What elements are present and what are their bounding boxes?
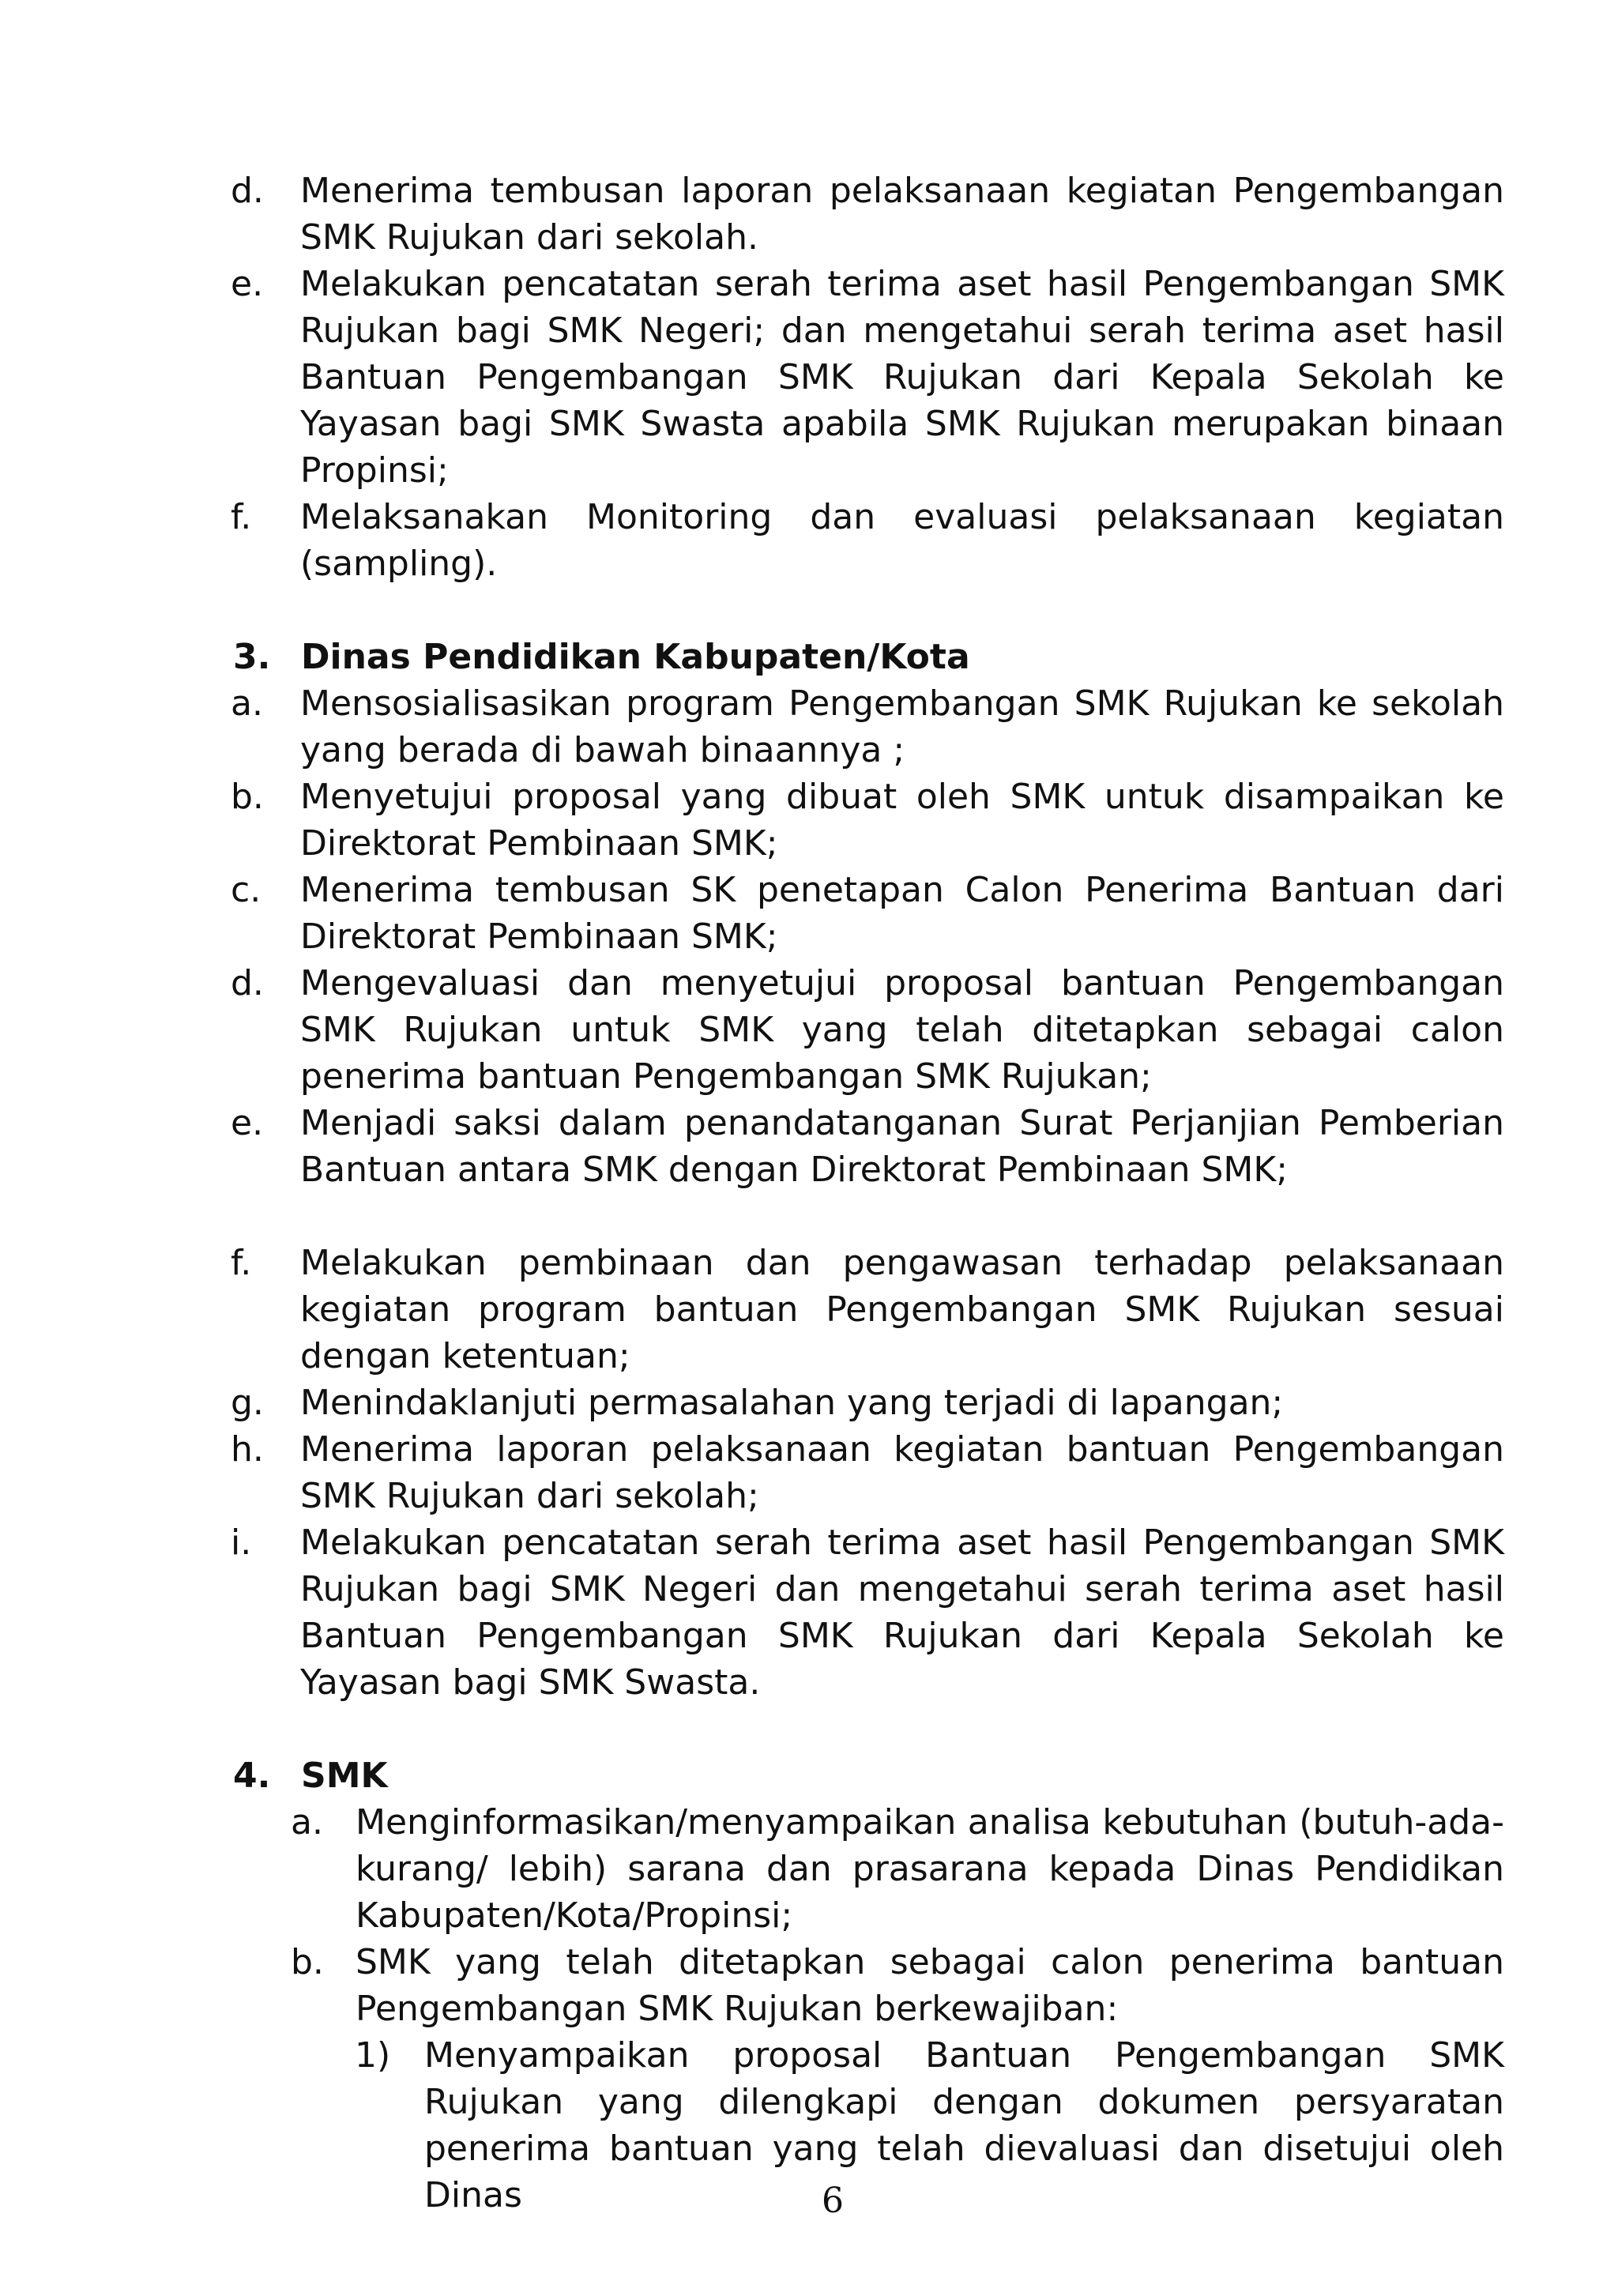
- list-item-text: Melakukan pencatatan serah terima aset hasil Pengembangan SMK Rujukan bagi SMK Negeri; dan mengetahui serah terima aset hasil Bantuan Pengembangan SMK Rujukan dari Kepala Sekolah ke Yayasan bagi SMK Swasta apabila SMK Rujukan merupakan binaan Propinsi;: [300, 264, 1504, 491]
- list-item-label: f.: [231, 497, 252, 537]
- list-item-text: Mensosialisasikan program Pengembangan SMK Rujukan ke sekolah yang berada di bawah binaannya ;: [300, 683, 1504, 770]
- list-item: [231, 1519, 1504, 1706]
- list-item: [231, 867, 1504, 960]
- list-item-label: b.: [231, 777, 264, 817]
- list-item-text: Menerima laporan pelaksanaan kegiatan bantuan Pengembangan SMK Rujukan dari sekolah;: [300, 1429, 1504, 1516]
- list-item: [231, 1240, 1504, 1379]
- list-item-label: f.: [231, 1243, 252, 1283]
- list-item: [231, 261, 1504, 494]
- list-item: [231, 680, 1504, 773]
- list-item-text: Melaksanakan Monitoring dan evaluasi pelaksanaan kegiatan (sampling).: [300, 497, 1504, 584]
- list-item: [291, 1799, 1504, 1939]
- list-item-text: Menerima tembusan laporan pelaksanaan kegiatan Pengembangan SMK Rujukan dari sekolah.: [300, 171, 1504, 258]
- section-heading: [233, 634, 970, 680]
- list-item-text: SMK yang telah ditetapkan sebagai calon penerima bantuan Pengembangan SMK Rujukan berkewajiban:: [356, 1942, 1504, 2029]
- section-number: 3.: [233, 637, 271, 677]
- list-item-label: g.: [231, 1383, 264, 1423]
- list-item: [231, 167, 1504, 261]
- list-item-text: Melakukan pembinaan dan pengawasan terhadap pelaksanaan kegiatan program bantuan Pengembangan SMK Rujukan sesuai dengan ketentuan;: [300, 1243, 1504, 1376]
- list-item-label: c.: [231, 870, 262, 910]
- subitem-label: 1): [355, 2035, 391, 2076]
- list-item: [231, 494, 1504, 587]
- list-item-label: d.: [231, 963, 264, 1003]
- list-item-label: b.: [291, 1942, 324, 1982]
- list-item-text: Menjadi saksi dalam penandatanganan Surat Perjanjian Pemberian Bantuan antara SMK dengan Direktorat Pembinaan SMK;: [300, 1103, 1504, 1190]
- section-title: SMK: [301, 1756, 388, 1796]
- list-item-text: Menerima tembusan SK penetapan Calon Penerima Bantuan dari Direktorat Pembinaan SMK;: [300, 870, 1504, 957]
- list-item-text: Menindaklanjuti permasalahan yang terjadi di lapangan;: [300, 1383, 1284, 1423]
- list-item-label: e.: [231, 1103, 264, 1143]
- subitem-text: Menyampaikan proposal Bantuan Pengembangan SMK Rujukan yang dilengkapi dengan dokumen persyaratan penerima bantuan yang telah dievaluasi dan disetujui oleh Dinas: [424, 2035, 1504, 2215]
- list-item: [291, 1939, 1504, 2032]
- section-heading: [233, 1752, 388, 1799]
- list-item-text: Menginformasikan/menyampaikan analisa kebutuhan (butuh-ada-kurang/ lebih) sarana dan prasarana kepada Dinas Pendidikan Kabupaten/Kota/Propinsi;: [356, 1802, 1504, 1936]
- list-item: [231, 960, 1504, 1100]
- list-item-text: Menyetujui proposal yang dibuat oleh SMK untuk disampaikan ke Direktorat Pembinaan SMK;: [300, 777, 1504, 864]
- list-item: [231, 1100, 1504, 1193]
- list-item-label: i.: [231, 1523, 252, 1563]
- list-item: [231, 773, 1504, 867]
- section-number: 4.: [233, 1756, 271, 1796]
- section-title: Dinas Pendidikan Kabupaten/Kota: [301, 637, 970, 677]
- list-item-label: e.: [231, 264, 264, 304]
- list-item-label: d.: [231, 171, 264, 211]
- page-number: 6: [822, 2181, 844, 2221]
- list-item-label: a.: [231, 683, 263, 724]
- list-item-label: h.: [231, 1429, 264, 1470]
- list-item: [231, 1379, 1504, 1426]
- list-item-text: Melakukan pencatatan serah terima aset hasil Pengembangan SMK Rujukan bagi SMK Negeri dan mengetahui serah terima aset hasil Bantuan Pengembangan SMK Rujukan dari Kepala Sekolah ke Yayasan bagi SMK Swasta.: [300, 1523, 1504, 1703]
- list-item-text: Mengevaluasi dan menyetujui proposal bantuan Pengembangan SMK Rujukan untuk SMK yang telah ditetapkan sebagai calon penerima bantuan Pengembangan SMK Rujukan;: [300, 963, 1504, 1097]
- list-item-label: a.: [291, 1802, 323, 1842]
- list-item: [231, 1426, 1504, 1519]
